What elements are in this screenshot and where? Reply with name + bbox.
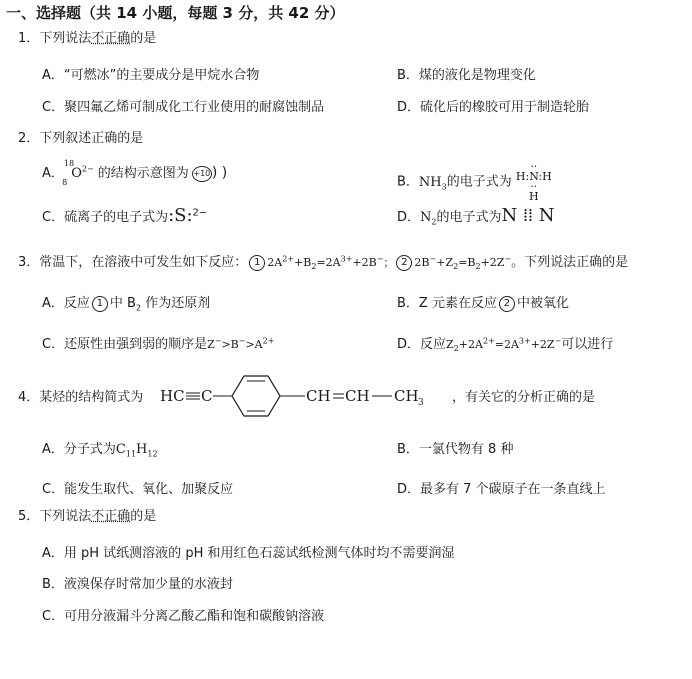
svg-text:3: 3 [418, 398, 424, 408]
section-title: 一、选择题（共 14 小题，每题 3 分，共 42 分） [6, 4, 345, 22]
question-5-stem: 5．下列说法不正确的是 [18, 509, 157, 524]
q4-option-b: B．一氯代物有 8 种 [397, 442, 514, 457]
atom-structure-diagram: +10 [192, 166, 212, 182]
q1-option-d: D．硫化后的橡胶可用于制造轮胎 [397, 100, 590, 115]
svg-text:CH: CH [306, 387, 331, 405]
q1-option-c: C．聚四氟乙烯可制成化工行业使用的耐腐蚀制品 [42, 100, 325, 115]
question-4-stem-prefix: 4．某烃的结构简式为 [18, 390, 144, 405]
question-1-stem: 1．下列说法不正确的是 [18, 31, 157, 46]
q3-option-b: B．Z 元素在反应 2 中被氧化 [397, 296, 569, 311]
oxygen-ion-formula: $^{18}_8O^{2-}$ [62, 158, 94, 187]
q3-option-d: D．反应$Z_2+2A^{2+}=2A^{3+}+2Z^-$可以进行 [397, 336, 614, 354]
q3-option-a: A．反应 1 中 $B_2$ 作为还原剂 [42, 296, 211, 313]
q4-option-d: D．最多有 7 个碳原子在一条直线上 [397, 482, 606, 497]
q2-option-d: D．$N_2$的电子式为N ⁞⁞ N [397, 205, 555, 227]
question-3-stem: 3．常温下，在溶液中可发生如下反应： 1 $2A^{2+}+B_2=2A^{3+}+2B^-$； 2 $2B^-+Z_2=B_2+2Z^-$。下列说法正确的是 [18, 254, 629, 272]
q5-option-a: A．用 pH 试纸测溶液的 pH 和用红色石蕊试纸检测气体时均不需要润湿 [42, 546, 455, 561]
q1-option-b: B．煤的液化是物理变化 [397, 68, 536, 83]
svg-text:HC: HC [160, 387, 185, 405]
q4-option-a: A．分子式为$C_{11}H_{12}$ [42, 442, 158, 459]
n2-electron-formula: N ⁞⁞ N [501, 205, 555, 226]
structural-formula [160, 370, 450, 424]
q2-option-b: B．$NH_3$的电子式为 ·· H:N:H ·· H [397, 160, 552, 203]
emphasis-dots: 不正确 [91, 31, 131, 46]
question-4-stem-suffix: ，有关它的分析正确的是 [452, 390, 596, 405]
question-2-stem: 2．下列叙述正确的是 [18, 131, 144, 146]
sulfide-electron-formula: :S: [168, 205, 193, 226]
q2-option-a: A．$^{18}_8O^{2-}$ 的结构示意图为 +10 ) ) [42, 158, 228, 187]
svg-text:CH: CH [394, 387, 419, 405]
svg-text:C: C [201, 387, 213, 405]
q1-option-a: A．“可燃冰”的主要成分是甲烷水合物 [42, 68, 260, 83]
q4-option-c: C．能发生取代、氧化、加聚反应 [42, 482, 234, 497]
nh3-electron-formula: ·· H:N:H ·· H [515, 160, 552, 203]
q3-option-c: C．还原性由强到弱的顺序是$Z^->B^->A^{2+}$ [42, 336, 275, 352]
reaction-2-marker: 2 [396, 255, 412, 271]
q5-option-c: C．可用分液漏斗分离乙酸乙酯和饱和碳酸钠溶液 [42, 609, 325, 624]
svg-text:CH: CH [345, 387, 370, 405]
q2-option-c: C．硫离子的电子式为:S:$^{2-}$ [42, 205, 208, 226]
reaction-1-marker: 1 [249, 255, 265, 271]
q5-option-b: B．液溴保存时常加少量的水液封 [42, 577, 233, 592]
